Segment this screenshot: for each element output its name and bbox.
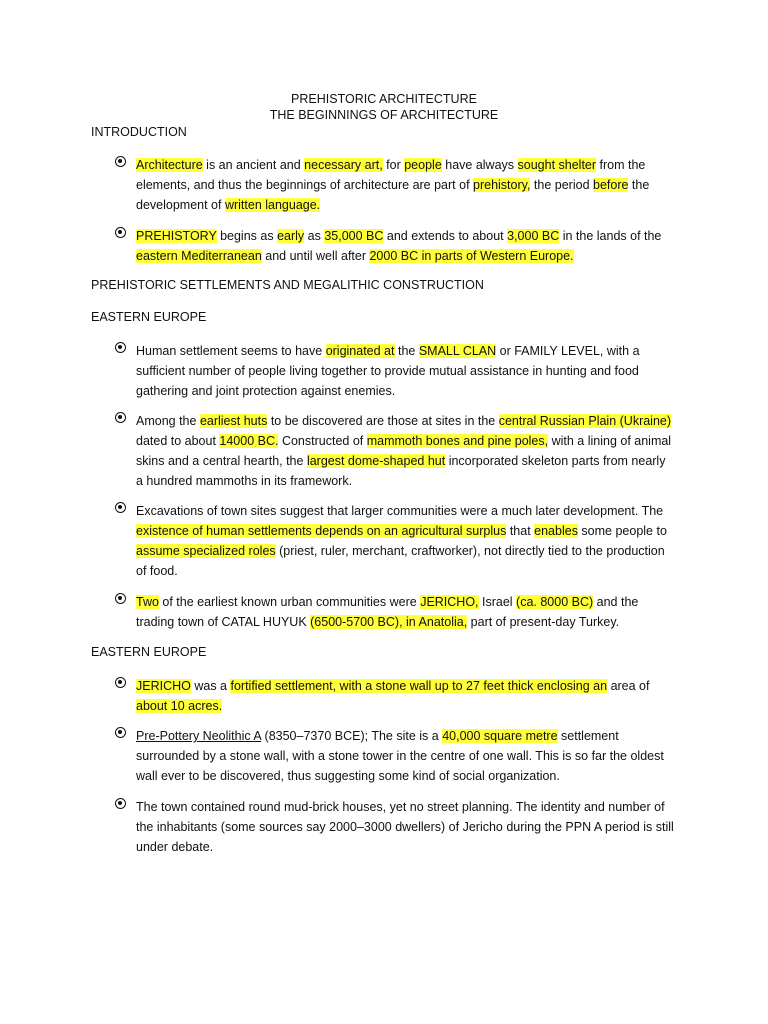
bullet-text <box>136 676 675 716</box>
target-bullet-icon <box>115 156 126 167</box>
highlighted-text: assume specialized roles <box>136 544 276 558</box>
highlighted-text: enables <box>534 524 578 538</box>
highlighted-text: eastern Mediterranean <box>136 249 262 263</box>
heading-eastern-europe: EASTERN EUROPE <box>91 645 207 659</box>
highlighted-text: fortified settlement, with a stone wall up to 27 feet thick enclosing an <box>230 679 608 693</box>
highlighted-text: people <box>404 158 442 172</box>
target-bullet-icon <box>115 798 126 809</box>
text-run: Among the <box>136 414 200 428</box>
text-run: begins as <box>216 229 278 243</box>
highlighted-text: originated at <box>325 344 395 358</box>
target-bullet-icon <box>115 342 126 353</box>
highlighted-text: central Russian Plain (Ukraine) <box>498 414 672 428</box>
target-bullet-icon <box>115 677 126 688</box>
highlighted-text: JERICHO, <box>420 595 479 609</box>
page-title: PREHISTORIC ARCHITECTURE <box>291 92 477 106</box>
bullet-item <box>115 226 675 266</box>
text-run: (priest, ruler, merchant, craftworker), not directly tied to the production of food. <box>136 544 665 578</box>
text-run: in the lands of the <box>559 229 662 243</box>
text-run: of the earliest known urban communities were <box>158 595 421 609</box>
text-run: the period <box>530 178 593 192</box>
bullet-item <box>115 501 675 581</box>
highlighted-text: 40,000 square metre <box>442 729 558 743</box>
text-run: is an ancient and <box>202 158 305 172</box>
text-run: from the elements, and thus the beginnings of architecture are part of <box>136 158 646 192</box>
highlighted-text: about 10 acres. <box>136 699 223 713</box>
highlighted-text: written language. <box>224 198 321 212</box>
text-run: dated to about <box>136 434 220 448</box>
highlighted-text: 2000 BC in parts of Western Europe. <box>369 249 574 263</box>
bullet-item <box>115 592 675 632</box>
bullet-item <box>115 797 675 857</box>
text-run: Israel <box>478 595 517 609</box>
text-run: or FAMILY LEVEL, with a sufficient number of people living together to provide mutual assistance in hunting and food gathering and joint protection against enemies. <box>136 344 640 398</box>
text-run: Human settlement seems to have <box>136 344 326 358</box>
highlighted-text: (6500-5700 BC), in Anatolia, <box>310 615 468 629</box>
text-run: Excavations of town sites suggest that larger communities were a much later development. The <box>136 504 664 518</box>
highlighted-text: early <box>277 229 305 243</box>
bullet-item <box>115 726 675 786</box>
page-subtitle: THE BEGINNINGS OF ARCHITECTURE <box>269 108 499 122</box>
highlighted-text: prehistory, <box>473 178 531 192</box>
highlighted-text: 35,000 BC <box>324 229 384 243</box>
highlighted-text: (ca. 8000 BC) <box>516 595 594 609</box>
text-run: the development of <box>136 178 650 212</box>
heading-eastern-europe: EASTERN EUROPE <box>91 310 207 324</box>
text-run: and until well after <box>261 249 370 263</box>
highlighted-text: before <box>593 178 629 192</box>
target-bullet-icon <box>115 727 126 738</box>
bullet-text <box>136 726 675 786</box>
bullet-text <box>136 501 675 581</box>
bullet-item <box>115 341 675 401</box>
text-run: incorporated skeleton parts from nearly a hundred mammoths in its framework. <box>136 454 666 488</box>
bullet-text <box>136 797 675 857</box>
text-run: have always <box>441 158 518 172</box>
text-run: area of <box>607 679 650 693</box>
text-run: for <box>382 158 405 172</box>
bullet-text <box>136 411 675 491</box>
text-run: part of present-day Turkey. <box>467 615 620 629</box>
text-run: was a <box>190 679 231 693</box>
highlighted-text: JERICHO <box>136 679 191 693</box>
highlighted-text: Two <box>136 595 159 609</box>
highlighted-text: sought shelter <box>517 158 597 172</box>
bullet-item <box>115 155 675 215</box>
text-run: that <box>506 524 535 538</box>
highlighted-text: largest dome-shaped hut <box>306 454 446 468</box>
highlighted-text: 3,000 BC <box>507 229 560 243</box>
text-run: as <box>304 229 325 243</box>
text-run: some people to <box>577 524 667 538</box>
highlighted-text: PREHISTORY <box>136 229 217 243</box>
text-run: (8350–7370 BCE); The site is a <box>261 729 443 743</box>
target-bullet-icon <box>115 227 126 238</box>
text-run: and extends to about <box>383 229 508 243</box>
target-bullet-icon <box>115 593 126 604</box>
bullet-text <box>136 592 675 632</box>
highlighted-text: Architecture <box>136 158 203 172</box>
text-run: the <box>394 344 419 358</box>
heading-settlements: PREHISTORIC SETTLEMENTS AND MEGALITHIC CONSTRUCTION <box>91 278 484 292</box>
underlined-text: Pre-Pottery Neolithic A <box>136 729 262 743</box>
text-run: to be discovered are those at sites in the <box>267 414 499 428</box>
text-run: settlement surrounded by a stone wall, with a stone tower in the centre of one wall. This is so far the oldest wall ever to be discovered, thus suggesting some kind of social organization. <box>136 729 664 783</box>
highlighted-text: necessary art, <box>304 158 383 172</box>
target-bullet-icon <box>115 412 126 423</box>
text-run: The town contained round mud-brick houses, yet no street planning. The identity and number of the inhabitants (some sources say 2000–3000 dwellers) of Jericho during the PPN A period is still under debate. <box>136 800 674 854</box>
text-run: and the trading town of CATAL HUYUK <box>136 595 639 629</box>
highlighted-text: 14000 BC. <box>219 434 279 448</box>
text-run: Constructed of <box>278 434 367 448</box>
bullet-item <box>115 676 675 716</box>
bullet-item <box>115 411 675 491</box>
bullet-text <box>136 155 675 215</box>
highlighted-text: earliest huts <box>199 414 268 428</box>
target-bullet-icon <box>115 502 126 513</box>
bullet-text <box>136 226 675 266</box>
highlighted-text: existence of human settlements depends on an agricultural surplus <box>136 524 507 538</box>
heading-introduction: INTRODUCTION <box>91 125 187 139</box>
highlighted-text: SMALL CLAN <box>418 344 497 358</box>
bullet-text <box>136 341 675 401</box>
highlighted-text: mammoth bones and pine poles, <box>366 434 549 448</box>
text-run: with a lining of animal skins and a central hearth, the <box>136 434 672 468</box>
